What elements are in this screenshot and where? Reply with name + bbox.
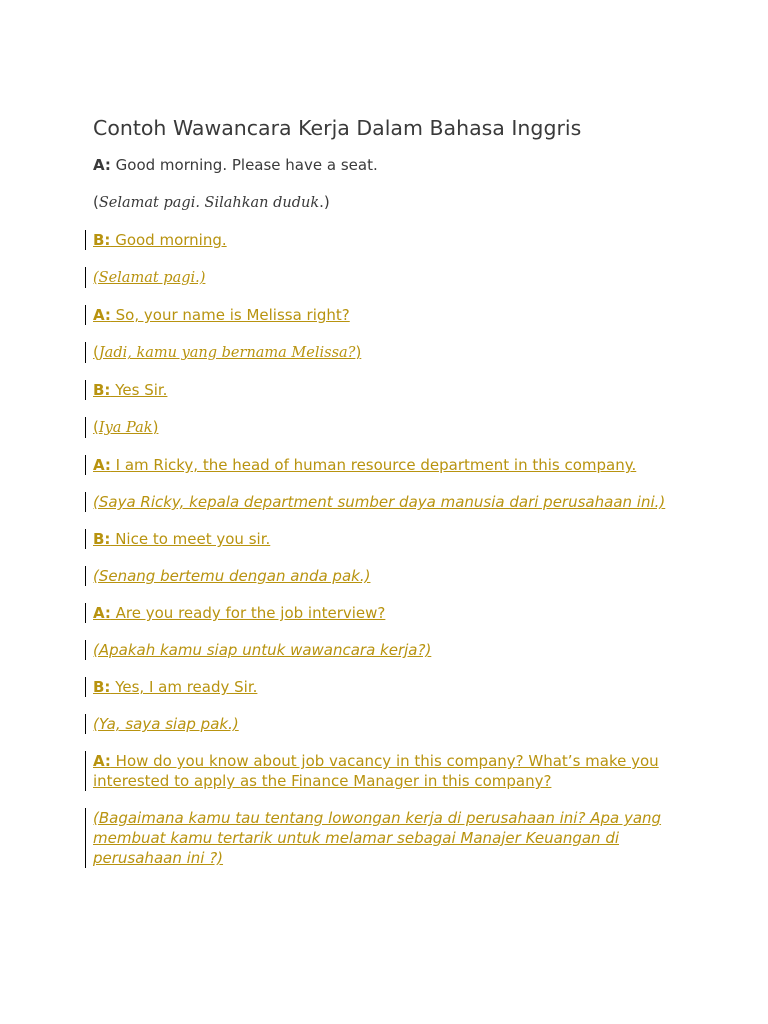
translation-line-4: (Iya Pak) bbox=[93, 417, 693, 438]
dialogue-line-6 bbox=[93, 529, 693, 549]
line-text: Yes, I am ready Sir. bbox=[110, 678, 258, 696]
line-text: Iya Pak bbox=[98, 420, 153, 436]
line-text: (Apakah kamu siap untuk wawancara kerja?) bbox=[93, 641, 432, 659]
speaker-label: B: bbox=[93, 381, 111, 399]
dialogue-line-4 bbox=[93, 380, 693, 400]
dialogue-line-2 bbox=[93, 230, 693, 250]
line-text: Are you ready for the job interview? bbox=[110, 604, 386, 622]
speaker-label: B: bbox=[93, 231, 111, 249]
line-text: How do you know about job vacancy in this company? What’s make you interested to apply as the Finance Manager in this company? bbox=[93, 752, 659, 790]
speaker-label: A: bbox=[93, 306, 111, 324]
line-text: (Ya, saya siap pak.) bbox=[93, 715, 239, 733]
dialogue-line-8 bbox=[93, 677, 693, 697]
translation-line-6 bbox=[93, 566, 693, 586]
line-text: (Senang bertemu dengan anda pak.) bbox=[93, 567, 371, 585]
dialogue-line-9 bbox=[93, 751, 693, 791]
speaker-label: B: bbox=[93, 678, 111, 696]
line-text: Selamat pagi. Silahkan duduk bbox=[98, 195, 320, 211]
line-text: (Selamat pagi.) bbox=[93, 270, 206, 286]
translation-line-9 bbox=[93, 808, 693, 868]
translation-line-2 bbox=[93, 267, 693, 288]
speaker-label: A: bbox=[93, 156, 111, 174]
document-title: Contoh Wawancara Kerja Dalam Bahasa Inggris bbox=[93, 116, 582, 140]
translation-line-8 bbox=[93, 714, 693, 734]
line-text: Good morning. Please have a seat. bbox=[110, 156, 378, 174]
dialogue-line-3 bbox=[93, 305, 693, 325]
dialogue-line-5 bbox=[93, 455, 693, 475]
translation-line-5 bbox=[93, 492, 693, 512]
line-text: Yes Sir. bbox=[110, 381, 168, 399]
line-text: So, your name is Melissa right? bbox=[110, 306, 350, 324]
line-text: (Saya Ricky, kepala department sumber daya manusia dari perusahaan ini.) bbox=[93, 493, 666, 511]
line-text: (Bagaimana kamu tau tentang lowongan kerja di perusahaan ini? Apa yang membuat kamu tertarik untuk melamar sebagai Manajer Keuangan di perusahaan ini ?) bbox=[93, 809, 662, 867]
translation-line-3: (Jadi, kamu yang bernama Melissa?) bbox=[93, 342, 693, 363]
line-text: Jadi, kamu yang bernama Melissa? bbox=[98, 345, 356, 361]
translation-line-7 bbox=[93, 640, 693, 660]
document-page bbox=[93, 115, 693, 885]
line-text: Nice to meet you sir. bbox=[110, 530, 271, 548]
speaker-label: A: bbox=[93, 604, 111, 622]
dialogue-line-1 bbox=[93, 155, 693, 175]
speaker-label: A: bbox=[93, 752, 111, 770]
dialogue-line-7 bbox=[93, 603, 693, 623]
speaker-label: B: bbox=[93, 530, 111, 548]
line-text: Good morning. bbox=[110, 231, 227, 249]
line-text: I am Ricky, the head of human resource department in this company. bbox=[110, 456, 637, 474]
speaker-label: A: bbox=[93, 456, 111, 474]
translation-line-1: (Selamat pagi. Silahkan duduk.) bbox=[93, 193, 330, 211]
